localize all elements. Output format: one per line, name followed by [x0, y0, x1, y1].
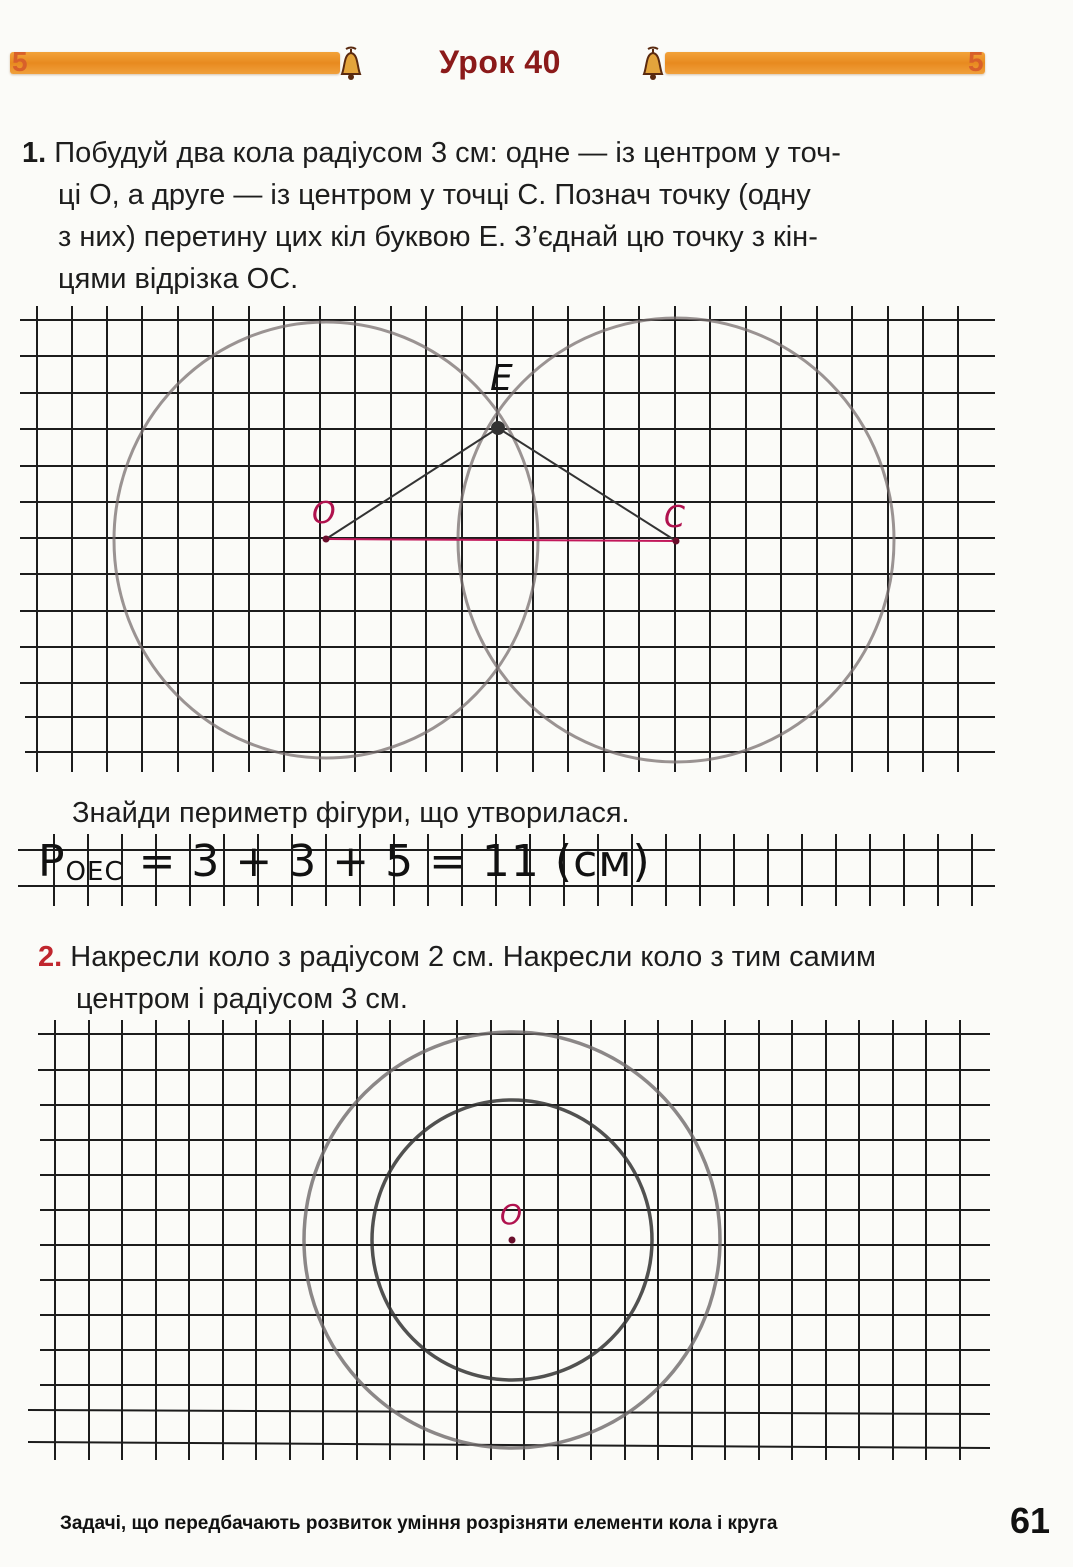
task2-line-text: Накресли коло з радіусом 2 см. Накресли коло з тим самим: [70, 941, 876, 973]
task2-drawing-grid: [0, 1010, 1073, 1480]
perimeter-expression: = 3 + 3 + 5 = 11 (см): [123, 836, 651, 887]
task1-line-3: з них) перетину цих кіл буквою E. З’єднай цю точку з кін-: [58, 221, 818, 253]
page-number: 61: [1010, 1500, 1051, 1541]
perimeter-answer: [38, 836, 651, 887]
segment-oe: [326, 428, 498, 539]
perimeter-prompt: Знайди периметр фігури, що утворилася.: [72, 797, 630, 829]
task1-text: [22, 132, 1002, 300]
ribbon-left: [10, 52, 340, 74]
bell-icon: [336, 46, 366, 82]
center-point-o: [509, 1237, 516, 1244]
task2-line-2: центром і радіусом 3 см.: [76, 983, 408, 1015]
point-c: [673, 538, 680, 545]
ribbon-left-end: 5: [12, 46, 28, 77]
perimeter-subscript: OEC: [65, 857, 124, 887]
ribbon-right-end: 5: [968, 46, 984, 77]
lesson-title: Урок 40: [439, 44, 561, 80]
point-o: [323, 536, 330, 543]
task1-drawing-grid: [0, 300, 1073, 780]
ribbon-right: [665, 52, 985, 74]
task1-number: 1.: [22, 137, 47, 169]
perimeter-symbol: P: [38, 836, 66, 887]
segment-ec: [498, 428, 676, 541]
lesson-banner: [0, 44, 1073, 84]
label-o: O: [312, 496, 336, 531]
task1-line-text: Побудуй два кола радіусом 3 см: одне — із центром у точ-: [54, 137, 841, 169]
label-c: C: [664, 500, 685, 535]
point-e: [491, 421, 505, 435]
label-center-o: O: [500, 1198, 523, 1231]
task1-line-4: цями відрізка OC.: [58, 263, 299, 295]
task2-line-1: [38, 936, 1018, 978]
segment-oc: [326, 539, 676, 541]
task2-number: 2.: [38, 941, 63, 973]
task1-line-2: ці O, а друге — із центром у точці C. Познач точку (одну: [58, 179, 811, 211]
label-e: E: [490, 358, 513, 399]
bell-icon: [638, 46, 668, 82]
task2-text: [38, 936, 1018, 1020]
task1-line-1: [22, 132, 1002, 174]
footer-caption: Задачі, що передбачають розвиток уміння розрізняти елементи кола і круга: [60, 1513, 778, 1534]
